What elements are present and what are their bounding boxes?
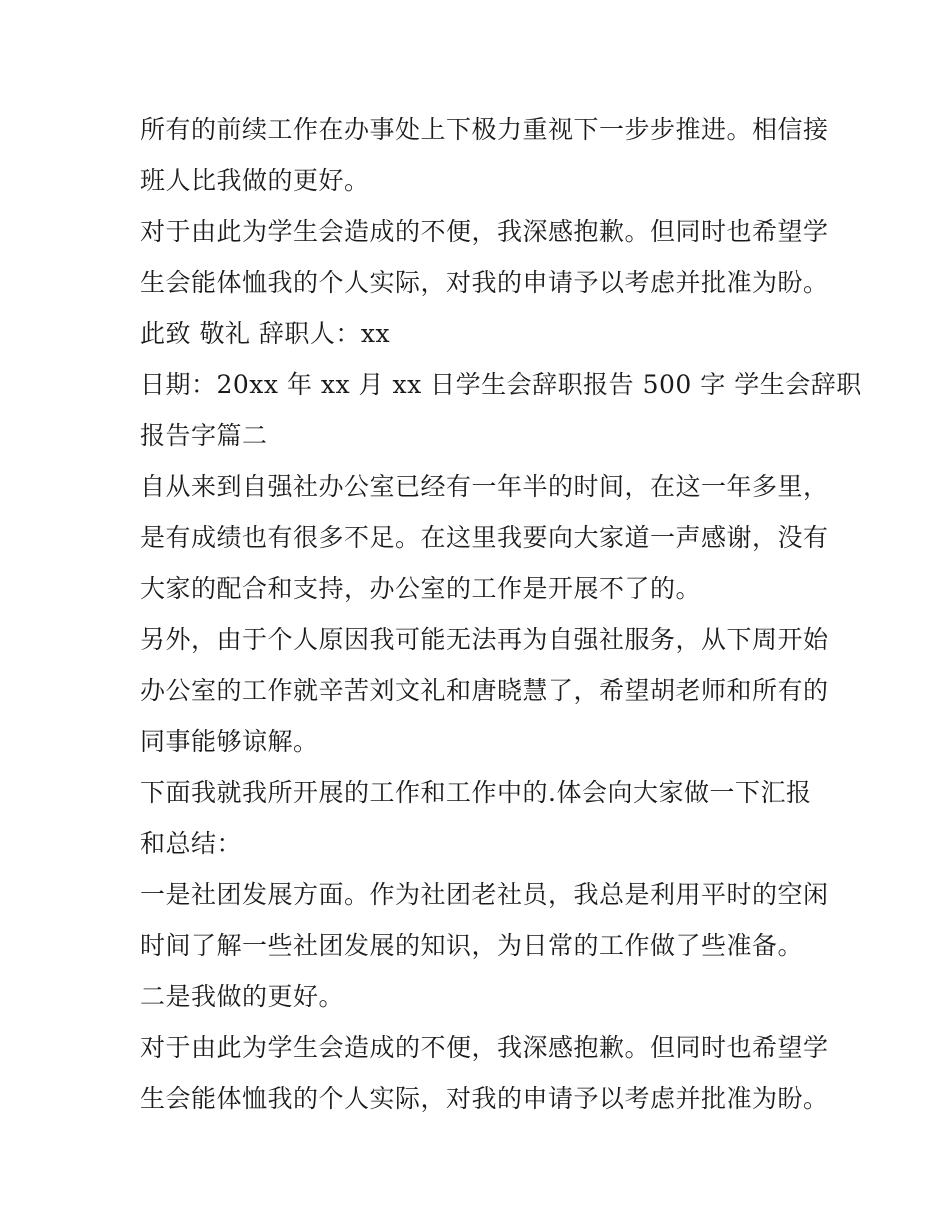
text-line: 和总结： xyxy=(140,829,243,858)
text-line: 所有的前续工作在办事处上下极力重视下一步步推进。相信接 xyxy=(140,115,829,144)
text-line: 时间了解一些社团发展的知识，为日常的工作做了些准备。 xyxy=(140,931,804,960)
text-line: 生会能体恤我的个人实际，对我的申请予以考虑并批准为盼。 xyxy=(140,1084,829,1113)
text-line: 自从来到自强社办公室已经有一年半的时间，在这一年多里， xyxy=(140,472,829,501)
text-line: 报告字篇二 xyxy=(140,421,268,450)
text-line: 二是我做的更好。 xyxy=(140,982,345,1011)
text-line: 另外，由于个人原因我可能无法再为自强社服务，从下周开始 xyxy=(140,625,829,654)
text-line: 是有成绩也有很多不足。在这里我要向大家道一声感谢，没有 xyxy=(140,523,829,552)
text-line: 对于由此为学生会造成的不便，我深感抱歉。但同时也希望学 xyxy=(140,217,829,246)
text-line: 同事能够谅解。 xyxy=(140,727,319,756)
text-line: 办公室的工作就辛苦刘文礼和唐晓慧了，希望胡老师和所有的 xyxy=(140,676,829,705)
text-line: 对于由此为学生会造成的不便，我深感抱歉。但同时也希望学 xyxy=(140,1033,829,1062)
text-line: 生会能体恤我的个人实际，对我的申请予以考虑并批准为盼。 xyxy=(140,268,829,297)
text-line: 此致 敬礼 辞职人：xx xyxy=(140,319,391,348)
text-line: 大家的配合和支持，办公室的工作是开展不了的。 xyxy=(140,574,702,603)
text-line: 下面我就我所开展的工作和工作中的.体会向大家做一下汇报 xyxy=(140,778,812,807)
text-line: 一是社团发展方面。作为社团老社员，我总是利用平时的空闲 xyxy=(140,880,829,909)
text-line: 班人比我做的更好。 xyxy=(140,166,370,195)
text-line: 日期：20xx 年 xx 月 xx 日学生会辞职报告 500 字 学生会辞职 xyxy=(140,370,862,399)
document-body xyxy=(140,104,862,1124)
